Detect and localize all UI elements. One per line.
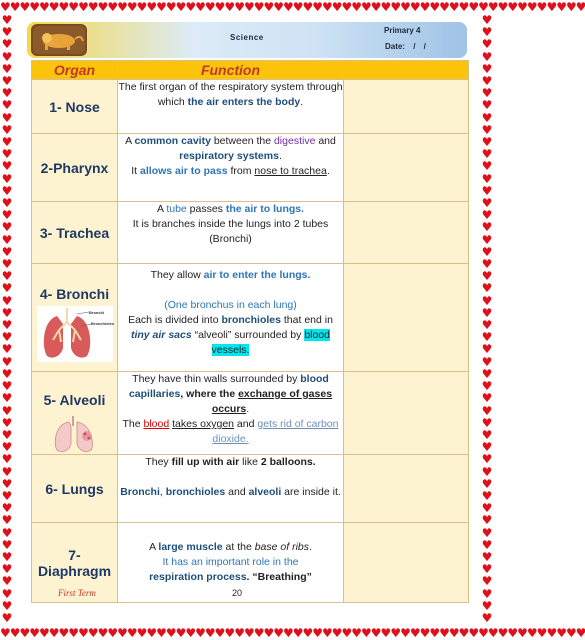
table-row (32, 202, 469, 264)
function-cell: A tube passes the air to lungs. It is branches inside the lungs into 2 tubes (Bronchi) (118, 202, 344, 264)
lion-emblem-icon (31, 24, 87, 56)
grade-label: Primary 4 (384, 26, 421, 35)
organ-label: 5- Alveoli (43, 392, 106, 408)
bronchi-image-label: Bronchi (88, 310, 104, 315)
empty-cell (344, 134, 469, 202)
empty-cell (344, 523, 469, 603)
page-number: 20 (232, 588, 243, 598)
organ-label: 4- Bronchi (39, 286, 110, 302)
table-row (32, 523, 469, 603)
empty-cell (344, 455, 469, 523)
bronchioles-image-label: Bronchioles (90, 321, 114, 326)
organ-cell (32, 372, 118, 455)
empty-cell (344, 372, 469, 455)
organ-cell: 7- Diaphragm (32, 523, 118, 603)
bronchi-lungs-diagram (37, 306, 113, 362)
top-heart-border: ♥♥♥♥♥♥♥♥♥♥♥♥♥♥♥♥♥♥♥♥♥♥♥♥♥♥♥♥♥♥♥♥♥♥♥♥♥♥♥♥♥♥♥♥♥♥♥♥♥♥♥♥♥♥♥♥♥♥♥♥ (0, 0, 585, 14)
organ-cell: 2-Pharynx (32, 134, 118, 202)
organ-cell: 1- Nose (32, 80, 118, 134)
subject-title: Science (230, 33, 264, 42)
blank-column-header (344, 61, 469, 80)
table-header-row (32, 61, 469, 80)
empty-cell (344, 202, 469, 264)
table-row (32, 264, 469, 372)
table-row (32, 372, 469, 455)
right-heart-border: ♥ ♥ ♥ ♥ ♥ ♥ ♥ ♥ ♥ ♥ ♥ ♥ ♥ ♥ ♥ ♥ ♥ ♥ ♥ ♥ ♥ ♥ ♥ ♥ ♥ ♥ ♥ ♥ ♥ ♥ ♥ ♥ ♥ ♥ ♥ ♥ ♥ ♥ ♥ ♥ ♥ ♥ ♥ ♥ ♥ ♥ ♥ ♥ ♥ ♥ (481, 13, 493, 625)
table-row (32, 80, 469, 134)
organ-function-table (31, 60, 469, 603)
alveoli-lungs-diagram (49, 412, 101, 454)
table-row (32, 134, 469, 202)
function-cell: They have thin walls surrounded by blood capillaries, where the exchange of gases occurs. The blood takes oxygen and gets rid of carbon dioxide. (118, 372, 344, 455)
table-row (32, 455, 469, 523)
bottom-heart-border: ♥♥♥♥♥♥♥♥♥♥♥♥♥♥♥♥♥♥♥♥♥♥♥♥♥♥♥♥♥♥♥♥♥♥♥♥♥♥♥♥♥♥♥♥♥♥♥♥♥♥♥♥♥♥♥♥♥♥♥♥ (0, 626, 585, 640)
organ-cell: 3- Trachea (32, 202, 118, 264)
organ-cell: 6- Lungs (32, 455, 118, 523)
term-label: First Term (58, 588, 96, 598)
organ-cell (32, 264, 118, 372)
school-logo (31, 24, 87, 56)
function-cell: They fill up with air like 2 balloons. Bronchi, bronchioles and alveoli are inside it. (118, 455, 344, 523)
empty-cell (344, 80, 469, 134)
left-heart-border: ♥ ♥ ♥ ♥ ♥ ♥ ♥ ♥ ♥ ♥ ♥ ♥ ♥ ♥ ♥ ♥ ♥ ♥ ♥ ♥ ♥ ♥ ♥ ♥ ♥ ♥ ♥ ♥ ♥ ♥ ♥ ♥ ♥ ♥ ♥ ♥ ♥ ♥ ♥ ♥ ♥ ♥ ♥ ♥ ♥ ♥ ♥ ♥ ♥ ♥ (1, 13, 13, 625)
date-label: Date: / / (385, 42, 426, 51)
organ-column-header: Organ (32, 61, 118, 80)
function-cell: A large muscle at the base of ribs. It has an important role in the respiration process. “Breathing” (118, 523, 344, 603)
function-cell: The first organ of the respiratory system through which the air enters the body. (118, 80, 344, 134)
function-column-header: Function (118, 61, 344, 80)
function-cell: They allow air to enter the lungs. (One bronchus in each lung) Each is divided into bronchioles that end in tiny air sacs “alveoli” surrounded by blood vessels. (118, 264, 344, 372)
empty-cell (344, 264, 469, 372)
function-cell: A common cavity between the digestive and respiratory systems. It allows air to pass from nose to trachea. (118, 134, 344, 202)
